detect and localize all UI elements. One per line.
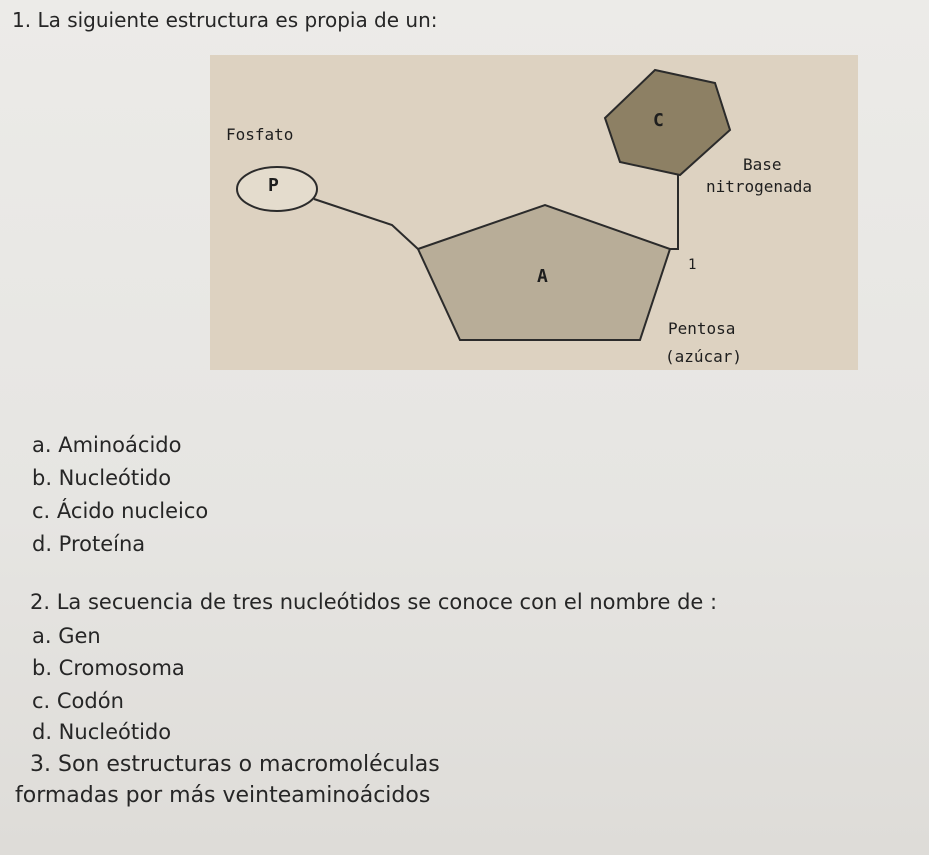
phosphate-label: Fosfato — [226, 125, 294, 144]
sugar-label: (azúcar) — [665, 347, 743, 366]
nitrogenous-label: nitrogenada — [706, 177, 812, 196]
nucleotide-diagram — [210, 55, 858, 370]
q1-option-c: c. Ácido nucleico — [32, 499, 209, 523]
q1-option-a: a. Aminoácido — [32, 433, 182, 457]
q2-option-d: d. Nucleótido — [32, 720, 172, 744]
base-hexagon — [605, 70, 730, 175]
sugar-base-bond — [670, 173, 678, 249]
question-1-title: 1. La siguiente estructura es propia de un: — [12, 8, 438, 32]
pentose-label: Pentosa — [668, 319, 736, 338]
question-3-continuation: formadas por más veinteaminoácidos — [15, 783, 431, 808]
question-3-title: 3. Son estructuras o macromoléculas — [30, 752, 440, 777]
q1-option-b: b. Nucleótido — [32, 466, 172, 490]
q2-option-b: b. Cromosoma — [32, 656, 185, 680]
phosphate-sugar-bond — [314, 199, 418, 249]
q1-option-d: d. Proteína — [32, 532, 146, 556]
phosphate-symbol: P — [268, 175, 279, 196]
base-symbol: C — [653, 110, 664, 131]
base-label: Base — [743, 155, 782, 174]
sugar-symbol: A — [537, 266, 548, 287]
question-2-title: 2. La secuencia de tres nucleótidos se conoce con el nombre de : — [30, 590, 718, 614]
carbon-one-label: 1 — [688, 257, 697, 273]
q2-option-c: c. Codón — [32, 689, 124, 713]
q2-option-a: a. Gen — [32, 624, 101, 648]
nucleotide-drawing — [210, 55, 858, 370]
